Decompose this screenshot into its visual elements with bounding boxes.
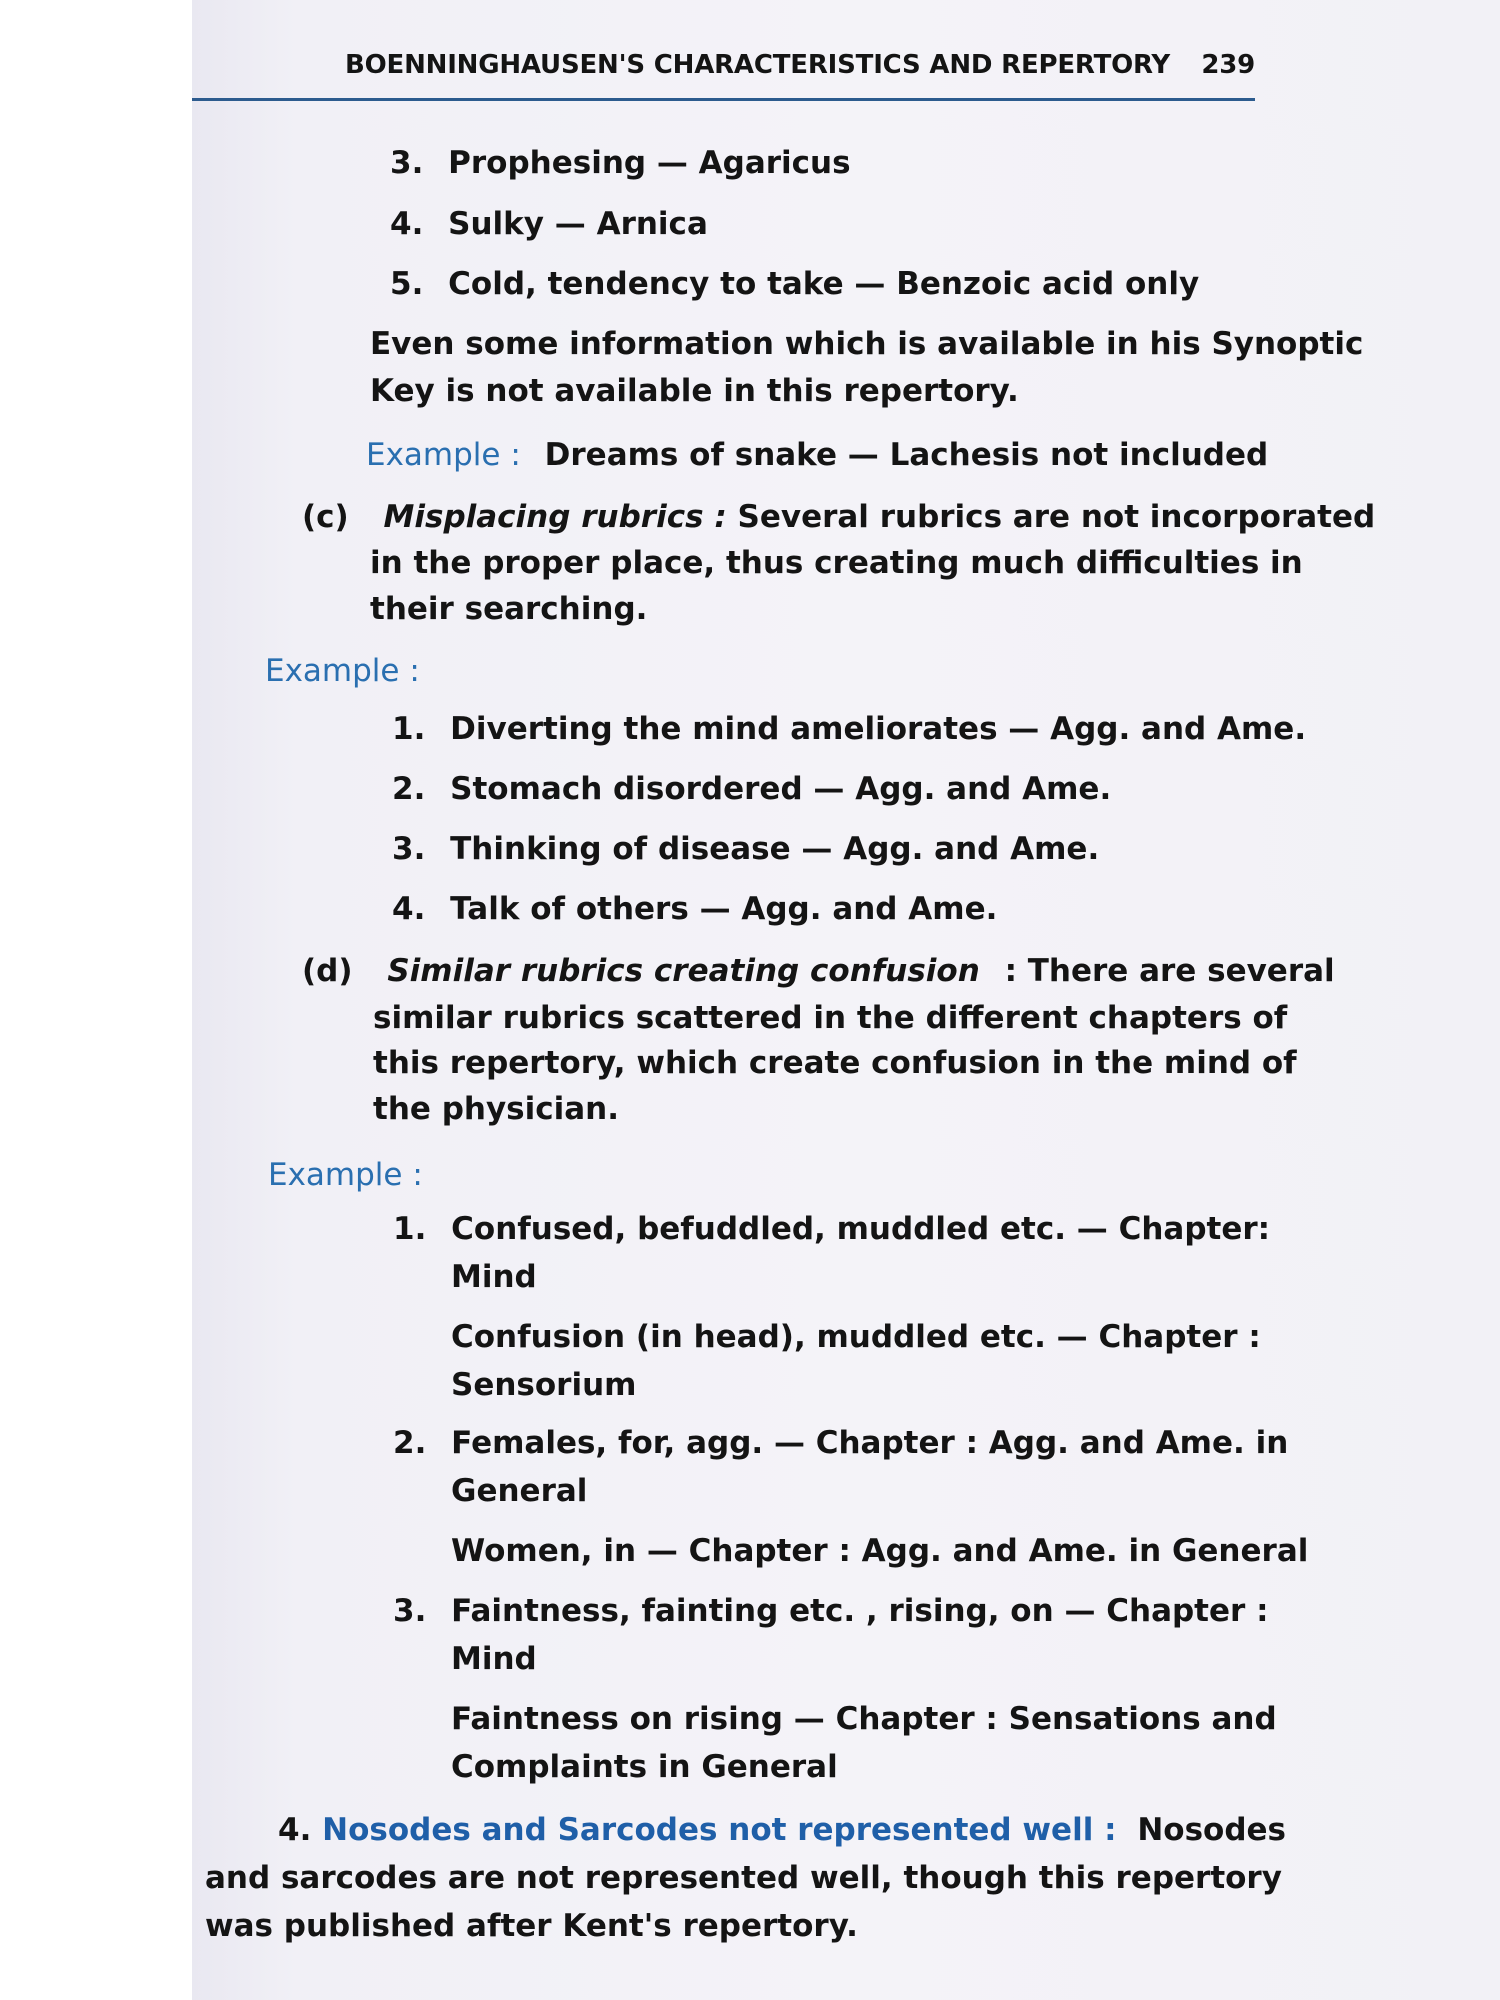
item-number: 4. (392, 891, 426, 927)
running-header (345, 50, 1255, 80)
list-item (392, 891, 998, 927)
item-number: 5. (390, 266, 424, 302)
item-text: General (451, 1473, 588, 1509)
example-label: Example : (366, 437, 521, 473)
item-text: Confusion (in head), muddled etc. — Chapter : (451, 1319, 1261, 1355)
item-number: 3. (393, 1593, 427, 1629)
paragraph-line: Key is not available in this repertory. (370, 373, 1019, 409)
item-number: 1. (393, 1211, 427, 1247)
item-number: 2. (393, 1425, 427, 1461)
item-text: Mind (451, 1641, 537, 1677)
item-text: Diverting the mind ameliorates — Agg. and Ame. (450, 711, 1307, 747)
paragraph-line: their searching. (370, 591, 648, 627)
section-title: Nosodes and Sarcodes not represented well : (322, 1812, 1117, 1848)
item-number: 2. (392, 771, 426, 807)
paragraph-line: Even some information which is available in his Synoptic (370, 326, 1364, 362)
example-text: Dreams of snake — Lachesis not included (544, 437, 1269, 473)
list-item (392, 831, 1100, 867)
section-4-line (278, 1812, 1286, 1848)
section-text: Several rubrics are not incorporated (737, 499, 1376, 535)
item-text: Stomach disordered — Agg. and Ame. (450, 771, 1112, 807)
item-number: 4. (390, 206, 424, 242)
list-item (392, 771, 1112, 807)
item-number: 3. (390, 145, 424, 181)
list-item (390, 206, 708, 242)
item-text: Women, in — Chapter : Agg. and Ame. in General (451, 1533, 1309, 1569)
paragraph-line: in the proper place, thus creating much difficulties in (370, 545, 1303, 581)
item-text: Faintness, fainting etc. , rising, on — Chapter : (451, 1593, 1269, 1629)
item-text: Sensorium (451, 1367, 637, 1403)
item-text: Sulky — Arnica (448, 206, 708, 242)
section-marker: (d) (302, 953, 353, 989)
header-title: BOENNINGHAUSEN'S CHARACTERISTICS AND REPERTORY (345, 50, 1171, 80)
item-number: 1. (392, 711, 426, 747)
list-item (393, 1593, 1269, 1629)
page-number: 239 (1201, 50, 1255, 80)
paragraph-line: this repertory, which create confusion in the mind of (373, 1045, 1297, 1081)
paragraph-line: was published after Kent's repertory. (205, 1908, 858, 1944)
example-label: Example : (268, 1157, 423, 1193)
example-line (366, 437, 1269, 473)
section-text: Nosodes (1137, 1812, 1286, 1848)
list-item (390, 145, 851, 181)
item-text: Confused, befuddled, muddled etc. — Chapter: (451, 1211, 1271, 1247)
item-text: Mind (451, 1259, 537, 1295)
item-text: Complaints in General (451, 1749, 838, 1785)
item-text: Prophesing — Agaricus (448, 145, 851, 181)
example-label: Example : (265, 653, 420, 689)
header-rule (192, 98, 1255, 101)
item-text: Thinking of disease — Agg. and Ame. (450, 831, 1100, 867)
section-d-line (302, 953, 1335, 989)
item-text: Faintness on rising — Chapter : Sensations and (451, 1701, 1277, 1737)
list-item (390, 266, 1200, 302)
section-title: Misplacing rubrics : (383, 499, 727, 535)
list-item (393, 1211, 1271, 1247)
section-title: Similar rubrics creating confusion (387, 953, 980, 989)
list-item (392, 711, 1307, 747)
paragraph-line: similar rubrics scattered in the different chapters of (373, 1000, 1288, 1036)
list-item (393, 1425, 1289, 1461)
section-c-line (302, 499, 1376, 535)
section-marker: (c) (302, 499, 349, 535)
item-text: Females, for, agg. — Chapter : Agg. and Ame. in (451, 1425, 1289, 1461)
paragraph-line: and sarcodes are not represented well, though this repertory (205, 1860, 1282, 1896)
item-number: 3. (392, 831, 426, 867)
section-number: 4. (278, 1812, 312, 1848)
section-text: : There are several (1004, 953, 1335, 989)
item-text: Cold, tendency to take — Benzoic acid only (448, 266, 1200, 302)
item-text: Talk of others — Agg. and Ame. (450, 891, 998, 927)
paragraph-line: the physician. (373, 1091, 620, 1127)
